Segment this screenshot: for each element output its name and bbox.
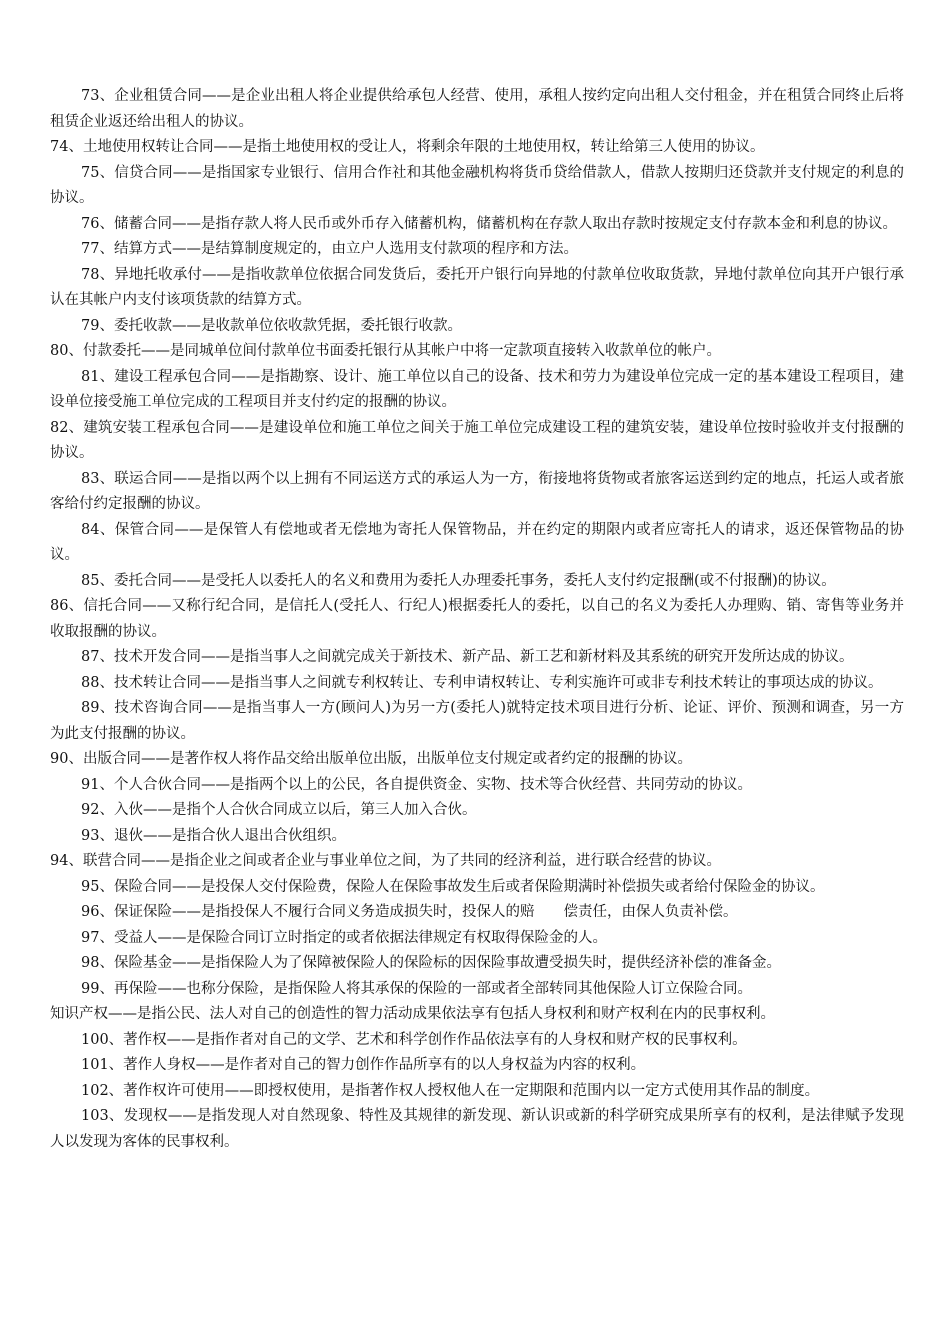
paragraph: 75、信贷合同——是指国家专业银行、信用合作社和其他金融机构将货币贷给借款人，借款人按期归还贷款并支付规定的利息的协议。 — [50, 164, 904, 206]
paragraph: 98、保险基金——是指保险人为了保障被保险人的保险标的因保险事故遭受损失时，提供经济补偿的准备金。 — [81, 955, 781, 971]
paragraph: 92、入伙——是指个人合伙合同成立以后，第三人加入合伙。 — [81, 802, 477, 818]
paragraph: 83、联运合同——是指以两个以上拥有不同运送方式的承运人为一方，衔接地将货物或者旅客运送到约定的地点，托运人或者旅客给付约定报酬的协议。 — [50, 470, 904, 512]
paragraph: 84、保管合同——是保管人有偿地或者无偿地为寄托人保管物品，并在约定的期限内或者应寄托人的请求，返还保管物品的协议。 — [50, 521, 904, 563]
paragraph: 88、技术转让合同——是指当事人之间就专利权转让、专利申请权转让、专利实施许可或非专利技术转让的事项达成的协议。 — [81, 674, 883, 691]
paragraph: 78、异地托收承付——是指收款单位依据合同发货后，委托开户银行向异地的付款单位收取货款，异地付款单位向其开户银行承认在其帐户内支付该项货款的结算方式。 — [50, 266, 904, 308]
paragraph: 99、再保险——也称分保险，是指保险人将其承保的保险的一部或者全部转同其他保险人订立保险合同。 — [81, 980, 752, 997]
paragraph: 85、委托合同——是受托人以委托人的名义和费用为委托人办理委托事务，委托人支付约定报酬(或不付报酬)的协议。 — [81, 572, 836, 589]
paragraph: 91、个人合伙合同——是指两个以上的公民，各自提供资金、实物、技术等合伙经营、共同劳动的协议。 — [81, 776, 752, 793]
paragraph: 73、企业租赁合同——是企业出租人将企业提供给承包人经营、使用，承租人按约定向出租人交付租金，并在租赁合同终止后将租赁企业返还给出租人的协议。 — [50, 88, 904, 130]
paragraph: 87、技术开发合同——是指当事人之间就完成关于新技术、新产品、新工艺和新材料及其系统的研究开发所达成的协议。 — [81, 649, 854, 665]
paragraph: 89、技术咨询合同——是指当事人一方(顾问人)为另一方(委托人)就特定技术项目进行分析、论证、评价、预测和调查，另一方为此支付报酬的协议。 — [50, 700, 904, 742]
paragraph: 74、土地使用权转让合同——是指土地使用权的受让人，将剩余年限的土地使用权，转让给第三人使用的协议。 — [50, 139, 765, 155]
paragraph: 95、保险合同——是投保人交付保险费，保险人在保险事故发生后或者保险期满时补偿损失或者给付保险金的协议。 — [81, 878, 825, 895]
paragraph: 103、发现权——是指发现人对自然现象、特性及其规律的新发现、新认识或新的科学研究成果所享有的权利，是法律赋予发现人以发现为客体的民事权利。 — [50, 1108, 904, 1150]
paragraph: 96、保证保险——是指投保人不履行合同义务造成损失时，投保人的赔 偿责任，由保人负责补偿。 — [81, 904, 738, 920]
paragraph: 90、出版合同——是著作权人将作品交给出版单位出版，出版单位支付规定或者约定的报酬的协议。 — [50, 751, 692, 767]
paragraph: 86、信托合同——又称行纪合同，是信托人(受托人、行纪人)根据委托人的委托，以自己的名义为委托人办理购、销、寄售等业务并收取报酬的协议。 — [50, 598, 904, 640]
paragraph: 100、著作权——是指作者对自己的文学、艺术和科学创作作品依法享有的人身权和财产权的民事权利。 — [81, 1031, 747, 1048]
paragraph: 知识产权——是指公民、法人对自己的创造性的智力活动成果依法享有包括人身权利和财产权利在内的民事权利。 — [50, 1006, 775, 1022]
paragraph: 82、建筑安装工程承包合同——是建设单位和施工单位之间关于施工单位完成建设工程的建筑安装，建设单位按时验收并支付报酬的协议。 — [50, 419, 904, 461]
paragraph: 76、储蓄合同——是指存款人将人民币或外币存入储蓄机构，储蓄机构在存款人取出存款时按规定支付存款本金和利息的协议。 — [81, 215, 897, 232]
paragraph: 94、联营合同——是指企业之间或者企业与事业单位之间，为了共同的经济利益，进行联合经营的协议。 — [50, 853, 721, 869]
paragraph: 97、受益人——是保险合同订立时指定的或者依据法律规定有权取得保险金的人。 — [81, 929, 607, 946]
paragraph: 77、结算方式——是结算制度规定的，由立户人选用支付款项的程序和方法。 — [81, 241, 578, 257]
paragraph: 101、著作人身权——是作者对自己的智力创作作品所享有的以人身权益为内容的权利。 — [81, 1057, 646, 1073]
paragraph: 80、付款委托——是同城单位间付款单位书面委托银行从其帐户中将一定款项直接转入收款单位的帐户。 — [50, 343, 721, 359]
paragraph: 102、著作权许可使用——即授权使用，是指著作权人授权他人在一定期限和范围内以一定方式使用其作品的制度。 — [81, 1082, 820, 1099]
paragraph: 93、退伙——是指合伙人退出合伙组织。 — [81, 827, 346, 844]
paragraph: 81、建设工程承包合同——是指勘察、设计、施工单位以自己的设备、技术和劳力为建设单位完成一定的基本建设工程项目，建设单位接受施工单位完成的工程项目并支付约定的报酬的协议。 — [50, 368, 904, 410]
paragraph: 79、委托收款——是收款单位依收款凭据，委托银行收款。 — [81, 317, 462, 334]
